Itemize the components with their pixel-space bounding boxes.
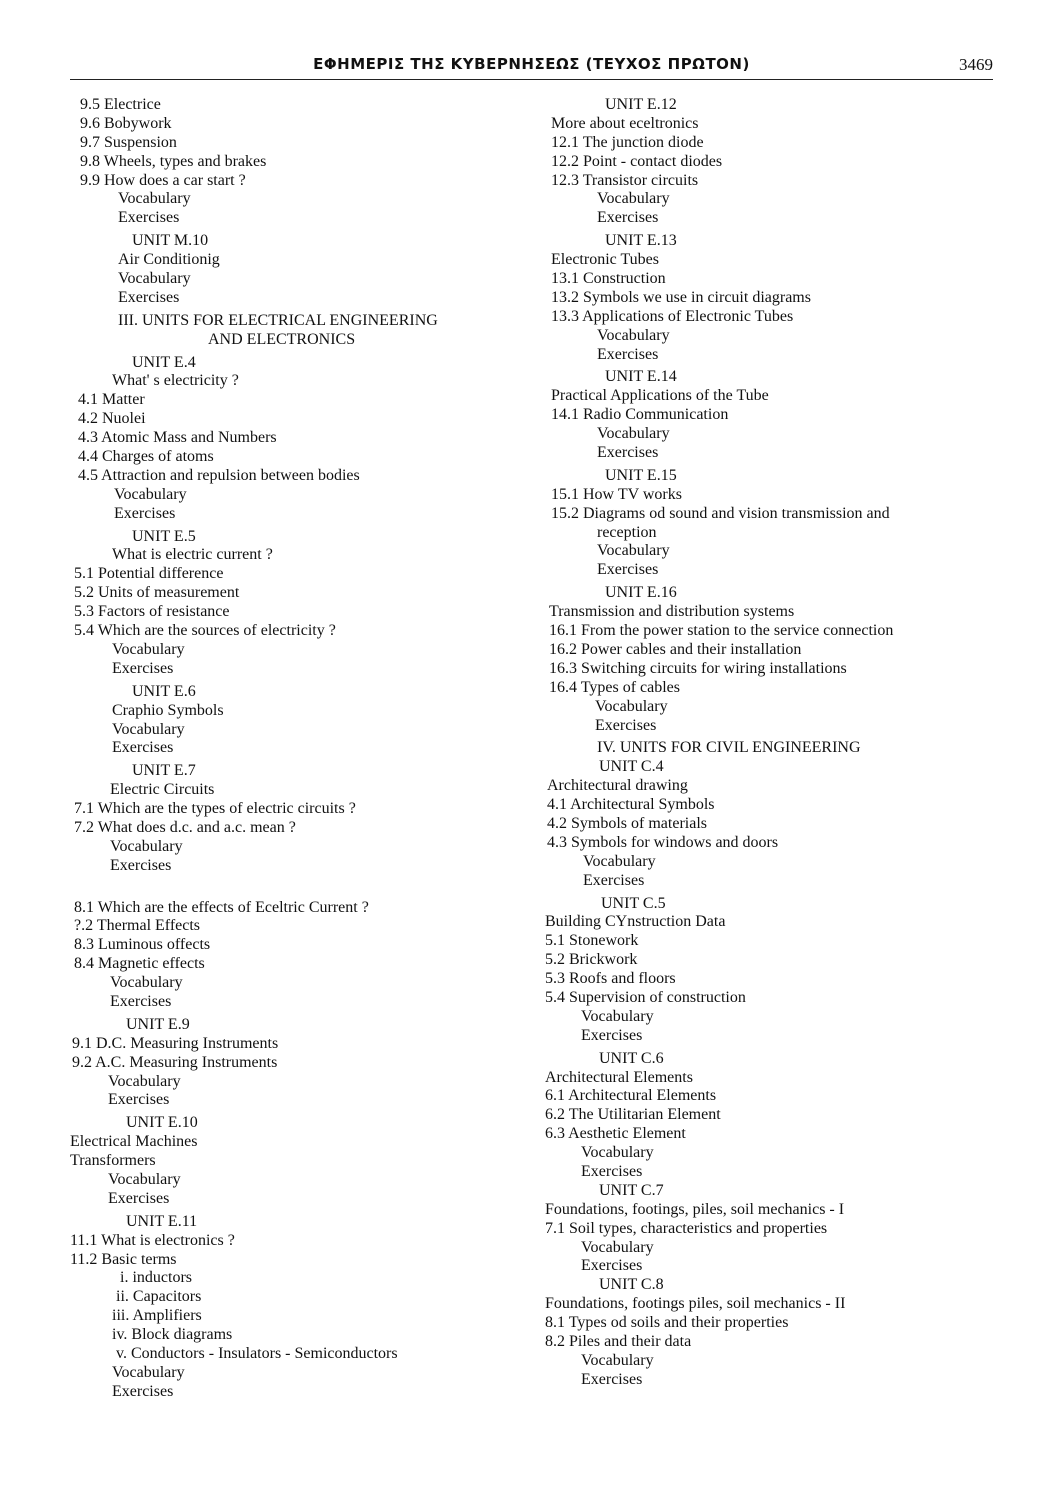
toc-line: 8.3 Luminous offects [74,936,211,954]
toc-line: Exercises [581,1257,643,1275]
toc-line: UNIT C.7 [599,1181,664,1199]
toc-line: Air Conditionig [118,251,220,269]
toc-line: AND ELECTRONICS [208,330,356,348]
toc-line: 16.2 Power cables and their installation [549,640,802,658]
toc-line: 13.1 Construction [551,270,666,288]
toc-line: Vocabulary [110,837,183,855]
toc-line: Vocabulary [112,1363,185,1381]
toc-line: What' s electricity ? [112,372,239,390]
toc-line: Vocabulary [597,190,670,208]
toc-line: 5.4 Supervision of construction [545,988,746,1006]
toc-line: Exercises [581,1370,643,1388]
toc-line: Vocabulary [597,542,670,560]
toc-line: 4.5 Attraction and repulsion between bodies [78,466,360,484]
toc-line: 12.3 Transistor circuits [551,171,699,189]
toc-line: Vocabulary [108,1072,181,1090]
toc-line: Exercises [112,1382,174,1400]
toc-line: Craphio Symbols [112,701,224,719]
toc-line: 5.3 Factors of resistance [74,603,230,621]
toc-line: 4.2 Nuolei [78,410,146,428]
page-header [70,55,993,79]
toc-line: 6.1 Architectural Elements [545,1087,717,1105]
toc-line: UNIT E.10 [126,1114,198,1132]
toc-line: Vocabulary [583,852,656,870]
toc-line: UNIT C.6 [599,1049,664,1067]
toc-line: UNIT E.5 [132,527,196,545]
toc-line: 8.1 Which are the effects of Eceltric Current ? [74,898,369,916]
toc-line: 4.1 Architectural Symbols [547,796,715,814]
toc-line: UNIT E.14 [605,368,677,386]
toc-line: UNIT C.5 [601,894,666,912]
toc-line: Transformers [70,1152,156,1170]
left-column [70,96,530,1402]
toc-line: Exercises [110,856,172,874]
toc-line: 7.1 Soil types, characteristics and properties [545,1219,828,1237]
toc-line: Vocabulary [581,1007,654,1025]
toc-line: Transmission and distribution systems [549,603,795,621]
toc-line: III. UNITS FOR ELECTRICAL ENGINEERING [118,311,438,329]
page-number: 3469 [959,55,993,74]
toc-line: 5.4 Which are the sources of electricity ? [74,622,336,640]
toc-line: ?.2 Thermal Effects [74,917,201,935]
toc-line: UNIT E.15 [605,466,677,484]
toc-line: 9.1 D.C. Measuring Instruments [72,1034,279,1052]
toc-line: v. Conductors - Insulators - Semiconductors [116,1345,398,1362]
toc-line: Vocabulary [595,697,668,715]
toc-line: Vocabulary [110,974,183,992]
toc-line: reception [597,523,657,541]
toc-line: UNIT E.13 [605,232,677,250]
toc-line: Exercises [581,1162,643,1180]
toc-line: 11.1 What is electronics ? [70,1231,235,1249]
toc-line: Practical Applications of the Tube [551,387,769,405]
header-rule [70,79,993,80]
toc-line: Vocabulary [118,270,191,288]
toc-line: Vocabulary [112,720,185,738]
toc-line: UNIT M.10 [132,232,209,250]
toc-line: Vocabulary [114,485,187,503]
toc-line: 5.1 Potential difference [74,565,224,583]
toc-line: Exercises [108,1091,170,1109]
toc-line: Vocabulary [597,425,670,443]
toc-line: 6.2 The Utilitarian Element [545,1106,721,1124]
toc-line: UNIT E.12 [605,96,677,113]
toc-line: UNIT C.4 [599,758,664,776]
toc-line: i. inductors [120,1269,192,1287]
toc-line: 7.1 Which are the types of electric circuits ? [74,800,356,818]
toc-line: Exercises [595,716,657,734]
toc-line: 9.8 Wheels, types and brakes [80,152,267,170]
toc-line: Exercises [597,561,659,579]
toc-line: Exercises [114,504,176,522]
toc-line: ii. Capacitors [116,1288,202,1306]
toc-line: UNIT E.4 [132,353,196,371]
toc-line: 16.4 Types of cables [549,678,680,696]
toc-line: 4.4 Charges of atoms [78,448,214,466]
toc-line: Vocabulary [581,1144,654,1162]
toc-line: Vocabulary [118,190,191,208]
toc-line: 5.3 Roofs and floors [545,970,676,988]
toc-line: Vocabulary [108,1170,181,1188]
toc-line: iii. Amplifiers [112,1307,202,1325]
toc-line: 8.2 Piles and their data [545,1333,692,1350]
toc-line: Exercises [112,659,174,677]
toc-line: Building CYnstruction Data [545,913,726,931]
toc-line: Exercises [597,345,659,363]
toc-line: 5.1 Stonework [545,932,639,950]
toc-line: 15.2 Diagrams od sound and vision transmission and [551,504,890,522]
toc-line: UNIT C.8 [599,1276,664,1294]
toc-line: 8.1 Types od soils and their properties [545,1314,789,1332]
toc-line: 9.5 Electrice [80,96,161,113]
toc-line: Exercises [597,444,659,462]
toc-line: UNIT E.9 [126,1015,190,1033]
toc-line: 13.3 Applications of Electronic Tubes [551,307,794,325]
toc-line: UNIT E.7 [132,762,196,780]
toc-line: 16.3 Switching circuits for wiring installations [549,659,847,677]
toc-line: Foundations, footings piles, soil mechanics - II [545,1295,846,1313]
toc-line: 12.2 Point - contact diodes [551,152,723,170]
toc-line: 11.2 Basic terms [70,1250,177,1268]
toc-line: Exercises [597,209,659,227]
toc-line: iv. Block diagrams [112,1326,233,1344]
toc-line: 9.7 Suspension [80,133,177,151]
toc-line: UNIT E.11 [126,1212,198,1230]
toc-line: 13.2 Symbols we use in circuit diagrams [551,288,811,306]
toc-line: Electric Circuits [110,781,215,799]
toc-line: 4.3 Atomic Mass and Numbers [78,429,277,447]
toc-line: 16.1 From the power station to the service connection [549,622,894,640]
toc-line: 7.2 What does d.c. and a.c. mean ? [74,818,296,836]
toc-line: Vocabulary [597,326,670,344]
toc-line: Exercises [112,739,174,757]
toc-line: Vocabulary [581,1238,654,1256]
toc-line: Vocabulary [112,640,185,658]
header-title: ΕΦΗΜΕΡΙΣ ΤΗΣ ΚΥΒΕΡΝΗΣΕΩΣ (ΤΕΥΧΟΣ ΠΡΩΤΟΝ) [313,55,750,73]
toc-line: Exercises [110,992,172,1010]
toc-line: 8.4 Magnetic effects [74,955,205,973]
toc-line: UNIT E.16 [605,584,677,602]
toc-line: 14.1 Radio Communication [551,406,729,424]
toc-line: 15.1 How TV works [551,485,682,503]
toc-line: 12.1 The junction diode [551,133,704,151]
right-column [543,96,1003,1390]
toc-line: 5.2 Brickwork [545,951,638,969]
toc-line: 4.2 Symbols of materials [547,814,707,832]
toc-line: Foundations, footings, piles, soil mechanics - I [545,1200,845,1218]
toc-line: What is electric current ? [112,546,273,564]
toc-line: 4.1 Matter [78,391,145,409]
toc-line: 9.6 Bobywork [80,114,172,132]
toc-line: Exercises [108,1189,170,1207]
toc-line: More about eceltronics [551,114,699,132]
toc-line: Exercises [581,1026,643,1044]
toc-line: UNIT E.6 [132,682,196,700]
toc-line: Vocabulary [581,1351,654,1369]
toc-line: Architectural drawing [547,777,688,795]
toc-line: 9.2 A.C. Measuring Instruments [72,1053,278,1071]
toc-line: IV. UNITS FOR CIVIL ENGINEERING [597,739,861,757]
toc-line: Exercises [118,288,180,306]
toc-line: Exercises [583,871,645,889]
toc-line: Electrical Machines [70,1133,198,1151]
toc-line: Exercises [118,209,180,227]
toc-line: 5.2 Units of measurement [74,584,240,602]
toc-line [70,876,530,895]
toc-line: 6.3 Aesthetic Element [545,1125,686,1143]
toc-line: Architectural Elements [545,1068,693,1086]
toc-line: 4.3 Symbols for windows and doors [547,833,779,851]
toc-line: 9.9 How does a car start ? [80,171,246,189]
toc-line: Electronic Tubes [551,251,659,269]
